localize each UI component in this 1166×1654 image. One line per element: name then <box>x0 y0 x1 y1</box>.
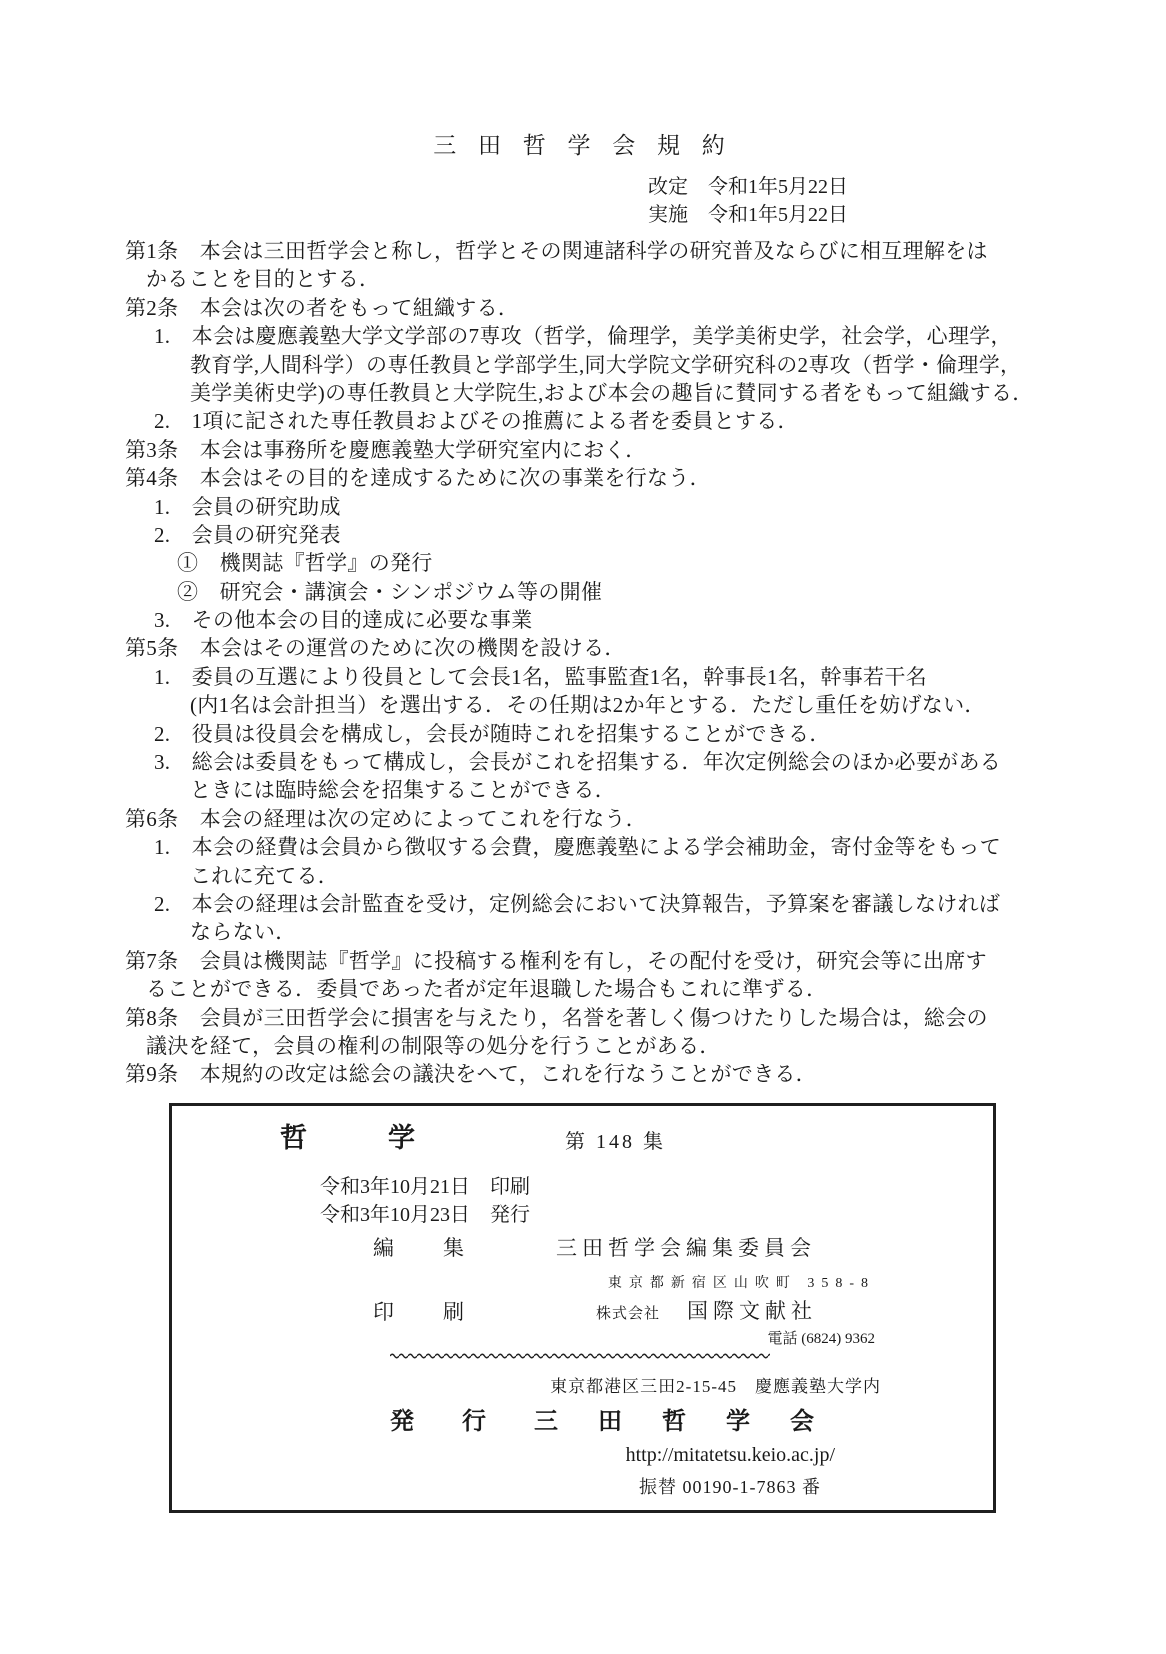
postal-transfer-number: 振替 00190-1-7863 番 <box>639 1477 821 1497</box>
regulation-line: かることを目的とする． <box>146 267 381 292</box>
publisher-label: 発 行 <box>390 1409 498 1435</box>
printer-label: 印 刷 <box>373 1300 478 1324</box>
printer-company-prefix: 株式会社 <box>596 1306 661 1322</box>
regulation-line: 2. 1項に記された専任教員およびその推薦による者を委員とする． <box>154 409 799 434</box>
regulation-line: 第8条 会員が三田哲学会に損害を与えたり，名誉を著しく傷つけたりした場合は，総会の <box>125 1005 988 1030</box>
publisher-address: 東京都港区三田2-15-45 慶應義塾大学内 <box>550 1377 881 1396</box>
regulation-line: 1. 本会は慶應義塾大学文学部の7専攻（哲学，倫理学，美学美術史学，社会学，心理学， <box>154 324 1012 349</box>
regulation-line: 第9条 本規約の改定は総会の議決をへて，これを行なうことができる． <box>125 1062 817 1087</box>
regulation-line: ② 研究会・講演会・シンポジウム等の開催 <box>177 579 603 604</box>
regulation-line: 3. 総会は委員をもって構成し，会長がこれを招集する．年次定例総会のほか必要がある <box>154 750 1002 775</box>
editor-name: 三田哲学会編集委員会 <box>556 1236 816 1260</box>
regulation-line: 第1条 本会は三田哲学会と称し，哲学とその関連諸科学の研究普及ならびに相互理解をは <box>125 239 988 263</box>
regulation-line: 2. 会員の研究発表 <box>154 522 341 547</box>
document-title: 三 田 哲 学 会 規 約 <box>433 133 733 158</box>
regulation-line: 2. 本会の経理は会計監査を受け，定例総会において決算報告，予算案を審議しなければ <box>154 891 1001 916</box>
regulations-body <box>125 237 1166 1089</box>
regulation-line: 第3条 本会は事務所を慶應義塾大学研究室内におく． <box>125 437 647 462</box>
regulation-line: 第4条 本会はその目的を達成するために次の事業を行なう． <box>125 466 711 491</box>
publisher-name: 三 田 哲 学 会 <box>534 1409 822 1435</box>
regulation-line: 1. 本会の経費は会員から徴収する会費，慶應義塾による学会補助金，寄付金等をもって <box>154 835 1002 860</box>
revision-date-line: 改定 令和1年5月22日 <box>648 176 848 198</box>
printer-phone: 電話 (6824) 9362 <box>767 1331 875 1347</box>
regulation-line: 1. 委員の互選により役員として会長1名，監事監査1名，幹事長1名，幹事若干名 <box>154 664 927 689</box>
printed-date-line: 令和3年10月21日 印刷 <box>320 1176 530 1198</box>
revision-dates <box>648 173 1166 229</box>
regulation-line: ならない． <box>190 920 297 945</box>
printer-company-name: 国際文献社 <box>687 1299 817 1323</box>
regulation-line: 3. その他本会の目的達成に必要な事業 <box>154 608 533 633</box>
journal-title: 哲 学 <box>280 1123 415 1153</box>
published-date-line: 令和3年10月23日 発行 <box>320 1204 530 1226</box>
regulation-line: 1. 会員の研究助成 <box>154 494 341 519</box>
regulation-line: 第5条 本会はその運営のために次の機関を設ける． <box>125 636 626 661</box>
regulation-line: 第7条 会員は機関誌『哲学』に投稿する権利を有し，その配付を受け，研究会等に出席す <box>125 948 987 973</box>
regulation-line: 議決を経て，会員の権利の制限等の処分を行うことがある． <box>146 1033 721 1058</box>
regulation-line: 第2条 本会は次の者をもって組織する． <box>125 295 520 320</box>
regulation-line: 第6条 本会の経理は次の定めによってこれを行なう． <box>125 806 647 831</box>
implementation-date-line: 実施 令和1年5月22日 <box>648 204 848 226</box>
editor-label: 編 集 <box>373 1236 478 1260</box>
regulation-line: ときには臨時総会を招集することができる． <box>190 778 616 803</box>
wavy-divider <box>390 1352 770 1360</box>
regulation-line: 2. 役員は役員会を構成し，会長が随時これを招集することができる． <box>154 721 831 746</box>
regulation-line: 美学美術史学)の専任教員と大学院生,および本会の趣旨に賛同する者をもって組織する． <box>190 380 1034 405</box>
regulation-line: これに充てる． <box>190 863 340 888</box>
regulation-line: (内1名は会計担当）を選出する．その任期は2か年とする．ただし重任を妨げない． <box>190 693 986 718</box>
website-url: http://mitatetsu.keio.ac.jp/ <box>625 1444 835 1466</box>
regulation-line: ① 機関誌『哲学』の発行 <box>177 551 433 576</box>
regulation-line: ることができる．委員であった者が定年退職した場合もこれに準ずる． <box>146 977 828 1002</box>
issue-number: 第 148 集 <box>565 1131 666 1153</box>
printer-address: 東京都新宿区山吹町 358-8 <box>607 1276 875 1291</box>
colophon-box <box>169 1103 996 1513</box>
regulation-line: 教育学,人間科学）の専任教員と学部学生,同大学院文学研究科の2専攻（哲学・倫理学， <box>190 352 1022 377</box>
